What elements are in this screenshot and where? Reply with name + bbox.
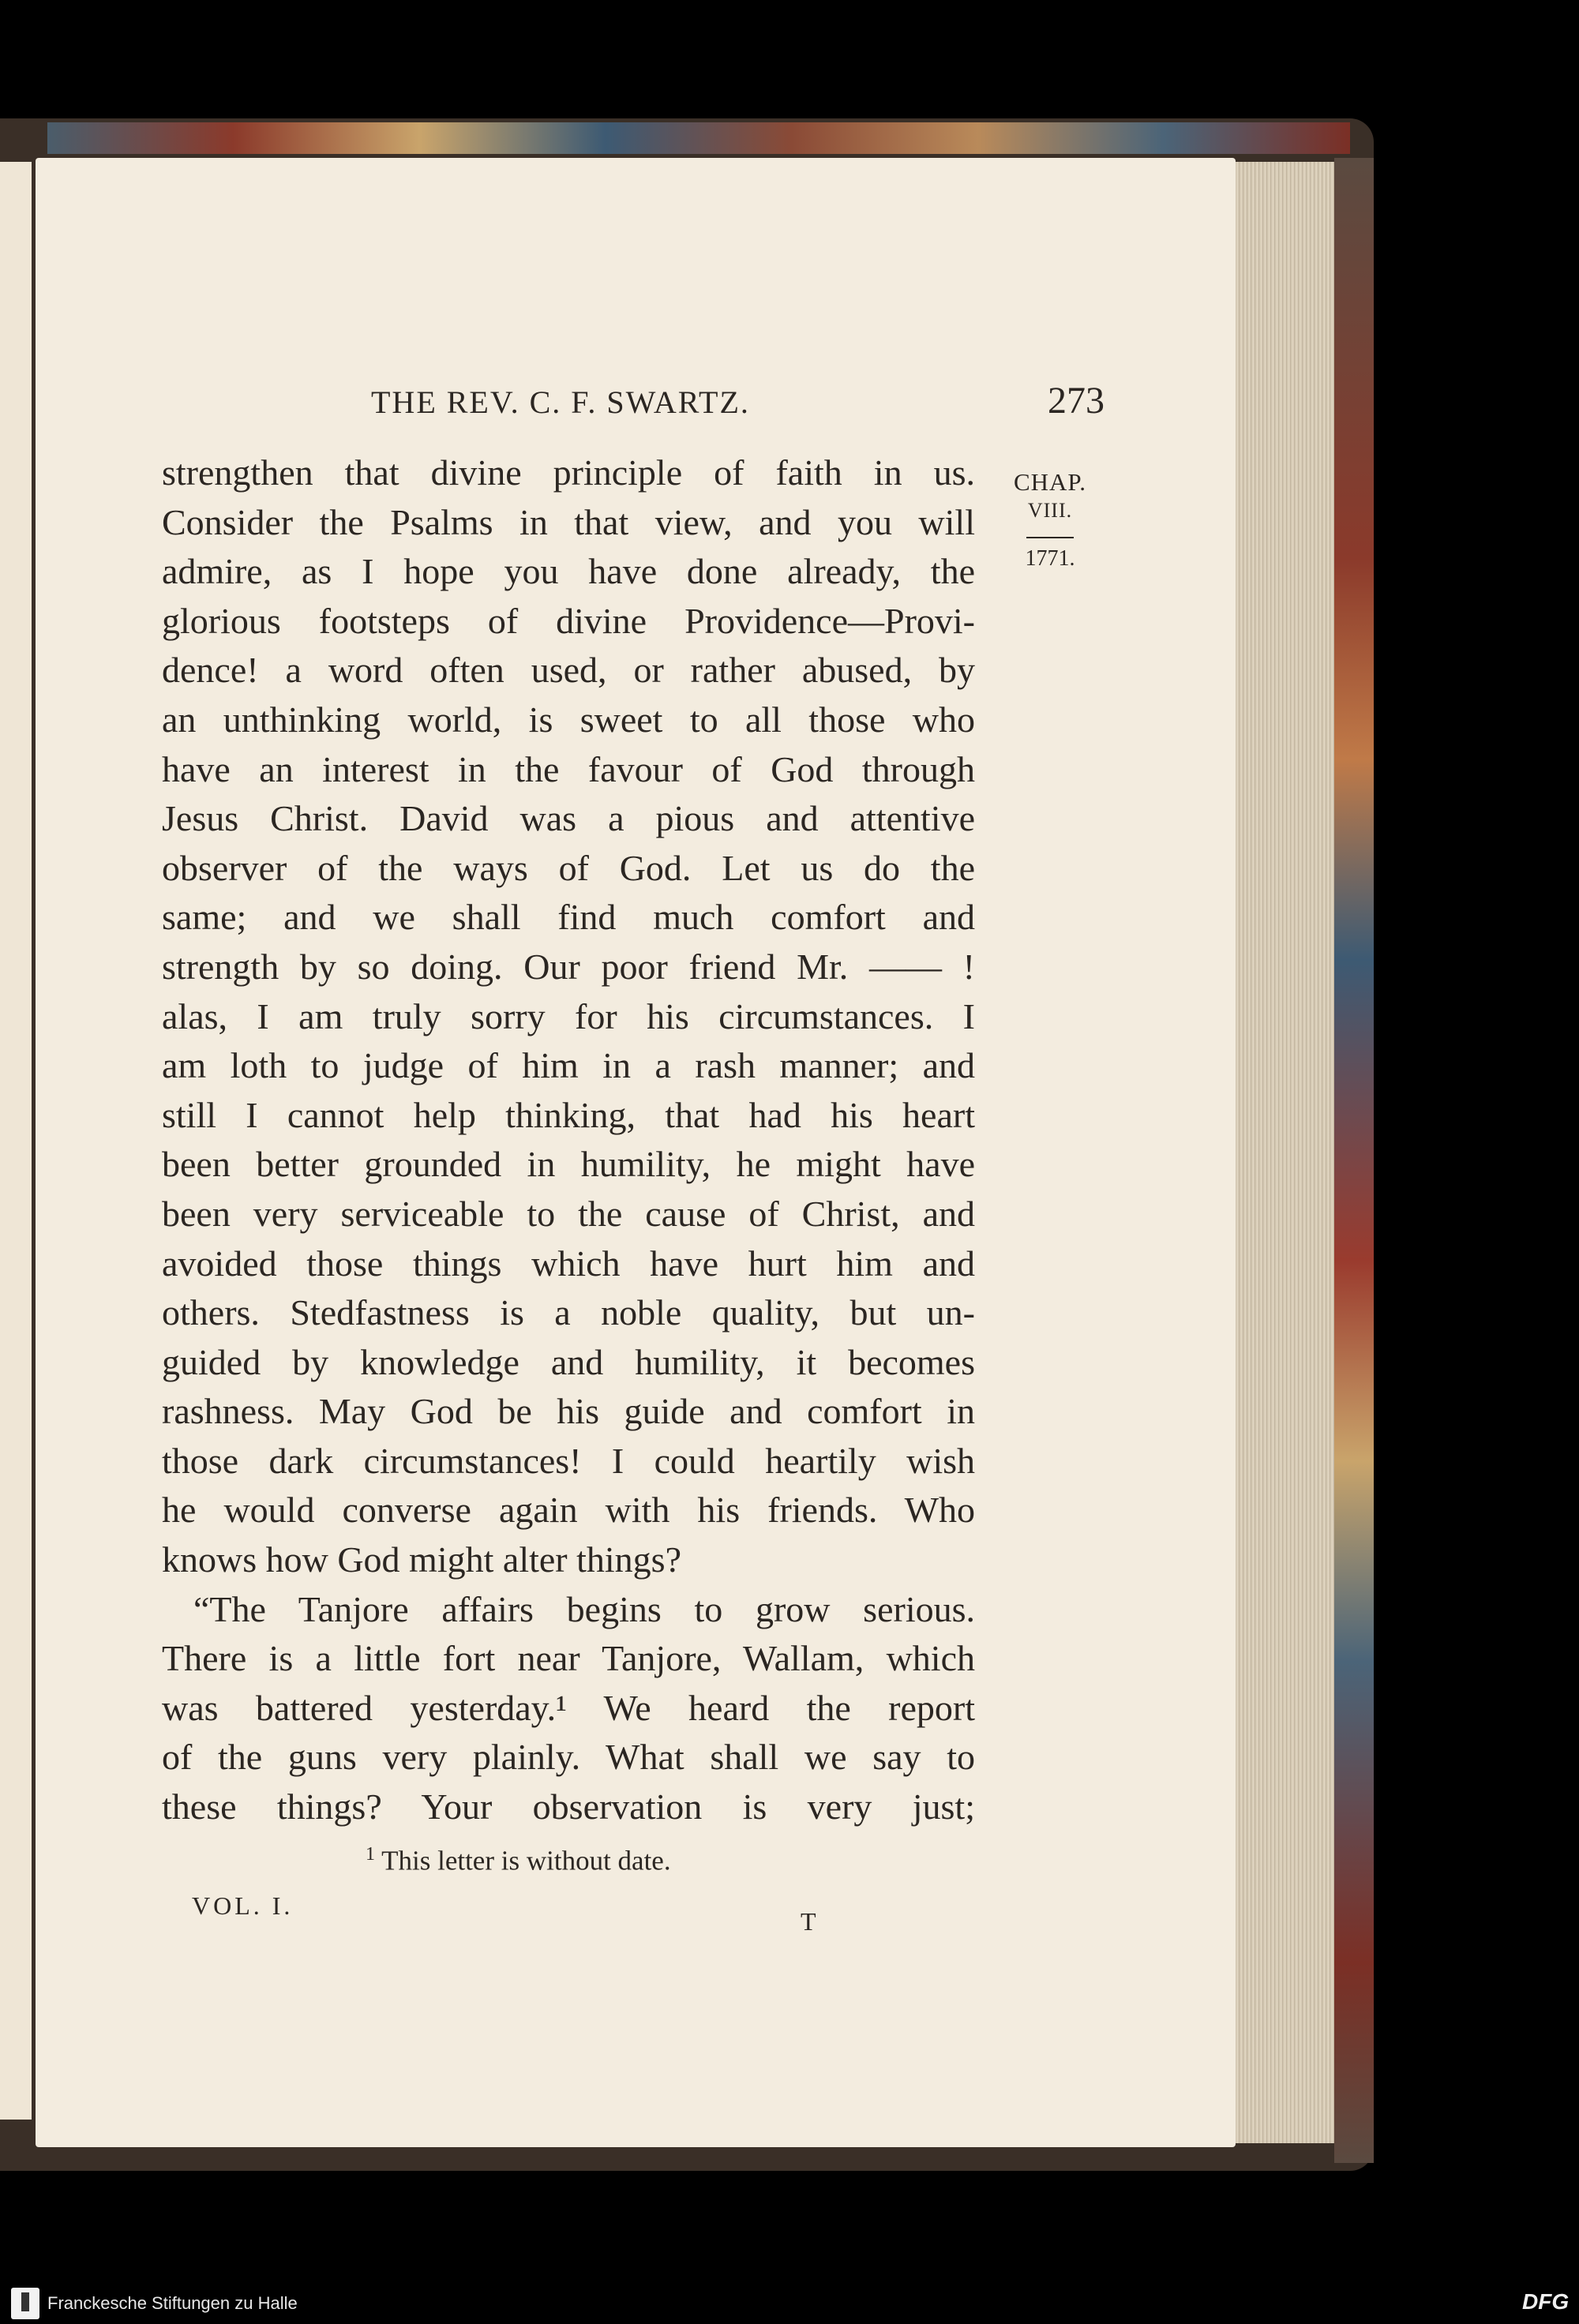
- text-line: these things? Your observation is very just;: [162, 1786, 975, 1827]
- text-line: Consider the Psalms in that view, and you will: [162, 501, 975, 542]
- footnote-marker: 1: [366, 1844, 375, 1865]
- text-line: glorious footsteps of divine Providence—Provi-: [162, 600, 975, 641]
- marbled-edge-top: [47, 122, 1350, 154]
- text-line: observer of the ways of God. Let us do the: [162, 847, 975, 888]
- marbled-edge-right: [1334, 158, 1374, 2163]
- text-line: an unthinking world, is sweet to all those who: [162, 699, 975, 740]
- text-line: those dark circumstances! I could heartily wish: [162, 1440, 975, 1481]
- text-line: There is a little fort near Tanjore, Wallam, which: [162, 1638, 975, 1679]
- page-number: 273: [1048, 380, 1105, 422]
- margin-rule: [1026, 537, 1074, 538]
- footnote-text: This letter is without date.: [381, 1845, 671, 1876]
- margin-chapter-note: [1003, 466, 1097, 523]
- dfg-logo: DFG: [1522, 2289, 1570, 2314]
- text-line: dence! a word often used, or rather abused, by: [162, 650, 975, 691]
- text-line: admire, as I hope you have done already, the: [162, 551, 975, 592]
- margin-chapter-number: VIII.: [1027, 499, 1073, 522]
- text-line: alas, I am truly sorry for his circumstances. I: [162, 995, 975, 1036]
- signature-volume: VOL. I.: [192, 1891, 294, 1920]
- running-head: THE REV. C. F. SWARTZ.: [371, 384, 750, 420]
- facing-page-edge: [0, 162, 32, 2120]
- margin-year: 1771.: [1025, 546, 1075, 571]
- signature-letter: T: [801, 1907, 816, 1936]
- text-line: strength by so doing. Our poor friend Mr. —— !: [162, 946, 975, 987]
- text-line: others. Stedfastness is a noble quality, but un-: [162, 1292, 975, 1333]
- text-line: avoided those things which have hurt him and: [162, 1243, 975, 1284]
- text-line: was battered yesterday.¹ We heard the report: [162, 1687, 975, 1728]
- text-line: strengthen that divine principle of faith in us.: [162, 452, 975, 493]
- text-line: been very serviceable to the cause of Christ, and: [162, 1193, 975, 1234]
- text-line: knows how God might alter things?: [162, 1539, 681, 1580]
- footnote: [366, 1844, 671, 1877]
- text-line: same; and we shall find much comfort and: [162, 897, 975, 938]
- text-line: of the guns very plainly. What shall we say to: [162, 1737, 975, 1778]
- footer-credit: Franckesche Stiftungen zu Halle: [47, 2293, 298, 2313]
- margin-chapter-label: CHAP.: [1013, 468, 1086, 496]
- text-line: have an interest in the favour of God through: [162, 748, 975, 789]
- text-line: still I cannot help thinking, that had his heart: [162, 1094, 975, 1135]
- text-line: Jesus Christ. David was a pious and attentive: [162, 798, 975, 839]
- text-line: he would converse again with his friends. Who: [162, 1490, 975, 1531]
- text-line: been better grounded in humility, he might have: [162, 1144, 975, 1185]
- body-text: [162, 448, 975, 1832]
- text-line: “The Tanjore affairs begins to grow serious.: [193, 1588, 975, 1629]
- text-line: guided by knowledge and humility, it becomes: [162, 1341, 975, 1382]
- institution-logo-icon: [11, 2288, 39, 2319]
- text-line: am loth to judge of him in a rash manner; and: [162, 1045, 975, 1086]
- page-block-edges: [1224, 162, 1334, 2143]
- text-line: rashness. May God be his guide and comfort in: [162, 1391, 975, 1432]
